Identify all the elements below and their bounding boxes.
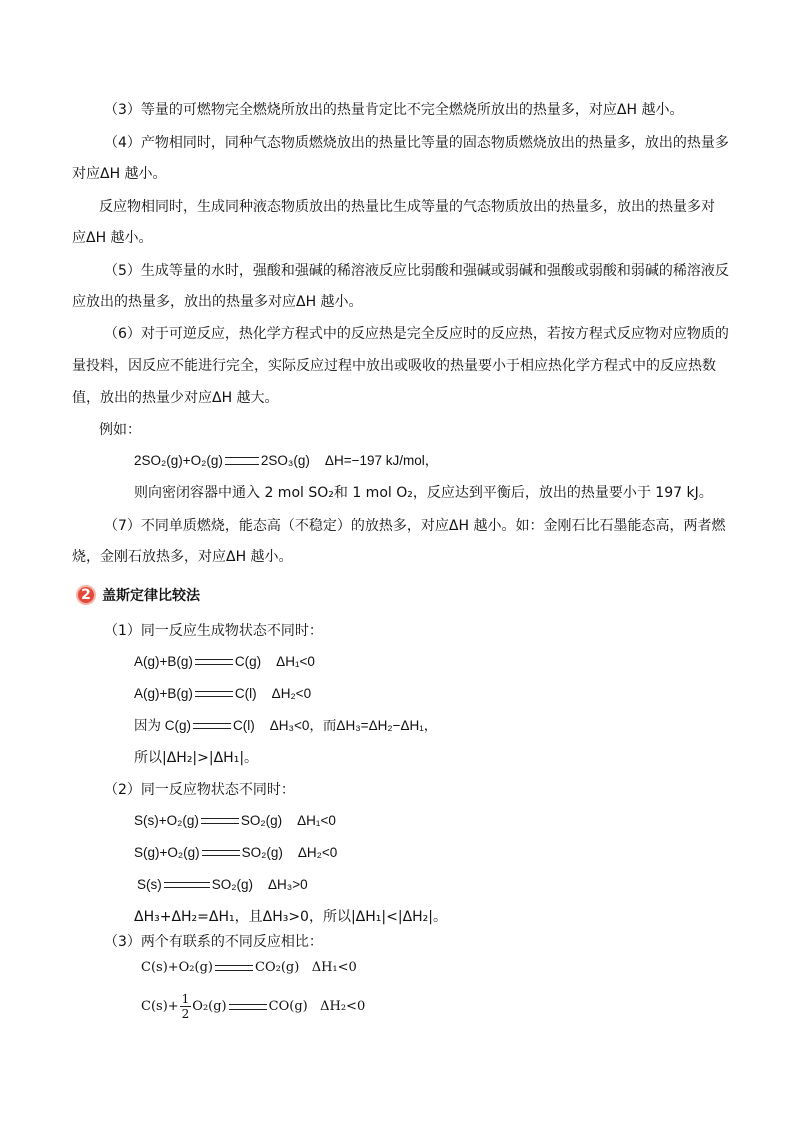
s3-eq1 [141, 958, 357, 978]
paragraph-5-line2: 应放出的热量多，放出的热量多对应ΔH 越小。 [72, 294, 363, 310]
s1-eq1-left: A(g)+B(g) [134, 654, 193, 669]
s3-eq2 [141, 992, 365, 1021]
s1-head: （1）同一反应生成物状态不同时： [104, 623, 323, 639]
eq-right: 2SO₃(g) [260, 453, 310, 468]
s1-because [134, 716, 437, 736]
paragraph-4-line3: 反应物相同时，生成同种液态物质放出的热量比生成等量的气态物质放出的热量多，放出的热量多对 [99, 199, 715, 215]
s3-eq1-dh: ΔH₁<0 [311, 960, 357, 975]
s1-eq1 [134, 652, 315, 672]
equals-sign-icon [201, 818, 239, 824]
eq-dh: ΔH=−197 kJ/mol， [324, 453, 439, 468]
paragraph-6-line2: 量投料，因反应不能进行完全，实际反应过程中放出或吸收的热量要小于相应热化学方程式中的反应热数 [72, 358, 716, 374]
equals-sign-icon [215, 965, 253, 971]
s1-eq2-dh: ΔH₂<0 [271, 686, 312, 701]
paragraph-4-line4: 应ΔH 越小。 [72, 230, 153, 246]
section-title: 盖斯定律比较法 [102, 588, 200, 604]
example-equation [134, 451, 438, 471]
s2-head: （2）同一反应物状态不同时： [104, 782, 295, 798]
s1-because-post: ΔH₃<0，而ΔH₃=ΔH₂−ΔH₁， [269, 718, 438, 733]
s2-eq3 [137, 875, 308, 895]
s3-eq2-mid: O₂(g) [192, 999, 227, 1014]
paragraph-6-line3: 值，放出的热量少对应ΔH 越大。 [72, 390, 279, 406]
s1-because-right: C(l) [233, 718, 255, 733]
fraction-one-half [180, 992, 192, 1021]
reversible-arrow-icon [225, 457, 259, 465]
s1-eq1-right: C(g) [234, 654, 262, 669]
paragraph-7-line2: 烧，金刚石放热多，对应ΔH 越小。 [72, 549, 293, 565]
paragraph-3: （3）等量的可燃物完全燃烧所放出的热量肯定比不完全燃烧所放出的热量多，对应ΔH 越小。 [104, 102, 684, 118]
equals-sign-icon [164, 882, 210, 888]
section-heading [76, 583, 200, 607]
fraction-denominator: 2 [181, 1007, 190, 1021]
s2-eq2-right: SO₂(g) [241, 845, 283, 860]
s2-eq2-left: S(g)+O₂(g) [134, 845, 200, 860]
eq-left: 2SO₂(g)+O₂(g) [134, 453, 223, 468]
s2-eq2 [134, 843, 337, 863]
s3-head: （3）两个有联系的不同反应相比： [104, 934, 323, 950]
s3-eq2-dh: ΔH₂<0 [320, 999, 366, 1014]
paragraph-5-line1: （5）生成等量的水时，强酸和强碱的稀溶液反应比弱酸和强碱或弱碱和强酸或弱酸和弱碱的稀溶液反 [104, 263, 729, 279]
s2-eq3-right: SO₂(g) [211, 877, 253, 892]
example-note: 则向密闭容器中通入 2 mol SO₂和 1 mol O₂，反应达到平衡后，放出的热量要小于 197 kJ。 [134, 485, 713, 501]
s2-eq3-dh: ΔH₃>0 [268, 877, 308, 892]
s1-so: 所以|ΔH₂|>|ΔH₁|。 [134, 750, 259, 766]
equals-sign-icon [195, 691, 233, 697]
s2-eq3-left: S(s) [137, 877, 162, 892]
s1-eq2 [134, 684, 311, 704]
s2-eq1-left: S(s)+O₂(g) [134, 813, 199, 828]
example-label: 例如： [99, 422, 141, 438]
s1-eq1-dh: ΔH₁<0 [276, 654, 315, 669]
s3-eq2-pre: C(s)+ [141, 999, 179, 1014]
s3-eq2-right: CO(g) [268, 999, 308, 1014]
s2-eq1-right: SO₂(g) [240, 813, 283, 828]
equals-sign-icon [229, 1004, 267, 1010]
fraction-numerator: 1 [181, 992, 190, 1006]
paragraph-6-line1: （6）对于可逆反应，热化学方程式中的反应热是完全反应时的反应热，若按方程式反应物对应物质的 [104, 326, 729, 342]
s2-eq1 [134, 811, 336, 831]
paragraph-7-line1: （7）不同单质燃烧，能态高（不稳定）的放热多，对应ΔH 越小。如：金刚石比石墨能态高，两者燃 [104, 518, 726, 534]
equals-sign-icon [193, 723, 231, 729]
s1-eq2-left: A(g)+B(g) [134, 686, 193, 701]
paragraph-4-line2: 对应ΔH 越小。 [72, 166, 167, 182]
equals-sign-icon [202, 850, 240, 856]
s2-eq1-dh: ΔH₁<0 [297, 813, 336, 828]
s1-because-pre: 因为 C(g) [134, 718, 191, 733]
s2-so: ΔH₃+ΔH₂=ΔH₁，且ΔH₃>0，所以|ΔH₁|<|ΔH₂|。 [134, 909, 447, 925]
s3-eq1-right: CO₂(g) [255, 960, 300, 975]
equals-sign-icon [195, 659, 233, 665]
section-number-badge: 2 [76, 585, 96, 605]
s3-eq1-left: C(s)+O₂(g) [141, 960, 213, 975]
s1-eq2-right: C(l) [234, 686, 257, 701]
paragraph-4-line1: （4）产物相同时，同种气态物质燃烧放出的热量比等量的固态物质燃烧放出的热量多，放出的热量多 [104, 135, 729, 151]
s2-eq2-dh: ΔH₂<0 [297, 845, 338, 860]
